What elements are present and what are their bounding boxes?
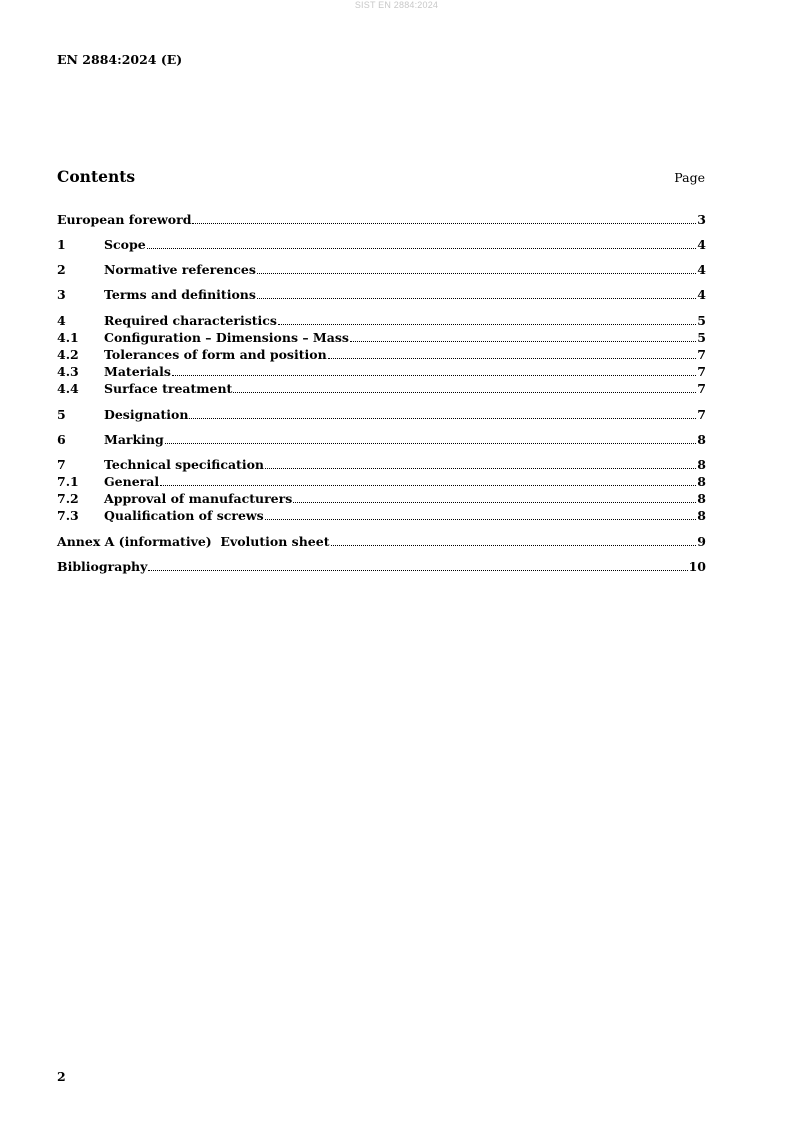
toc-entry-normative-references[interactable] — [57, 262, 706, 278]
toc-entry-number: 7.1 — [57, 474, 79, 489]
toc-entry-page: 7 — [697, 407, 706, 422]
toc-entry-required-characteristics[interactable] — [57, 313, 706, 329]
toc-entry-page: 9 — [697, 534, 706, 549]
toc-entry-page: 3 — [697, 212, 706, 227]
toc-entry-page: 8 — [697, 508, 706, 523]
toc-leader-dots — [257, 273, 696, 274]
toc-entry-title: Tolerances of form and position — [104, 347, 327, 362]
toc-entry-title: Designation — [104, 407, 189, 422]
toc-entry-page: 5 — [697, 313, 706, 328]
toc-entry-page: 8 — [697, 474, 706, 489]
toc-entry-page: 7 — [697, 364, 706, 379]
toc-entry-page: 4 — [697, 262, 706, 277]
toc-entry-page: 8 — [697, 457, 706, 472]
toc-entry-number: 4.1 — [57, 330, 79, 345]
page-number: 2 — [57, 1069, 66, 1084]
toc-entry-marking[interactable] — [57, 432, 706, 448]
toc-leader-dots — [148, 570, 687, 571]
toc-entry-title: European foreword — [57, 212, 192, 227]
toc-entry-bibliography[interactable] — [57, 559, 706, 575]
toc-entry-title: Configuration – Dimensions – Mass — [104, 330, 349, 345]
toc-entry-title: Surface treatment — [104, 381, 233, 396]
toc-entry-page: 7 — [697, 347, 706, 362]
toc-entry-page: 10 — [688, 559, 706, 574]
toc-leader-dots — [278, 324, 696, 325]
toc-entry-scope[interactable] — [57, 237, 706, 253]
toc-entry-qualification-of-screws[interactable] — [57, 508, 706, 524]
toc-leader-dots — [160, 485, 696, 486]
toc-entry-number: 4.3 — [57, 364, 79, 379]
document-identifier: EN 2884:2024 (E) — [57, 52, 183, 67]
watermark: SIST EN 2884:2024 — [354, 0, 439, 10]
toc-entry-title: Marking — [104, 432, 164, 447]
toc-entry-page: 4 — [697, 237, 706, 252]
toc-leader-dots — [265, 519, 697, 520]
toc-leader-dots — [328, 358, 697, 359]
toc-entry-number: 2 — [57, 262, 66, 277]
toc-leader-dots — [257, 298, 696, 299]
toc-leader-dots — [192, 223, 696, 224]
toc-entry-tolerances-of-form-and-position[interactable] — [57, 347, 706, 363]
toc-entry-page: 8 — [697, 432, 706, 447]
toc-leader-dots — [331, 545, 697, 546]
toc-entry-title: Approval of manufacturers — [104, 491, 293, 506]
toc-entry-surface-treatment[interactable] — [57, 381, 706, 397]
toc-entry-page: 4 — [697, 287, 706, 302]
toc-entry-annex-a[interactable] — [57, 534, 706, 550]
toc-entry-number: 7.3 — [57, 508, 79, 523]
toc-leader-dots — [189, 418, 696, 419]
toc-entry-title: Annex A (informative) Evolution sheet — [57, 534, 330, 549]
toc-entry-title: Normative references — [104, 262, 256, 277]
toc-entry-page: 5 — [697, 330, 706, 345]
toc-entry-number: 4.4 — [57, 381, 79, 396]
toc-entry-title: Required characteristics — [104, 313, 277, 328]
toc-entry-european-foreword[interactable] — [57, 212, 706, 228]
toc-leader-dots — [265, 468, 696, 469]
toc-leader-dots — [147, 248, 697, 249]
toc-entry-number: 4 — [57, 313, 66, 328]
contents-heading: Contents — [57, 167, 136, 186]
toc-entry-page: 7 — [697, 381, 706, 396]
toc-entry-technical-specification[interactable] — [57, 457, 706, 473]
toc-entry-configuration-dimensions-mass[interactable] — [57, 330, 706, 346]
toc-entry-number: 4.2 — [57, 347, 79, 362]
toc-entry-number: 7 — [57, 457, 66, 472]
toc-leader-dots — [172, 375, 696, 376]
toc-entry-number: 7.2 — [57, 491, 79, 506]
toc-entry-materials[interactable] — [57, 364, 706, 380]
toc-entry-designation[interactable] — [57, 407, 706, 423]
toc-leader-dots — [350, 341, 696, 342]
toc-entry-title: Scope — [104, 237, 146, 252]
toc-entry-title: Technical specification — [104, 457, 265, 472]
toc-entry-general[interactable] — [57, 474, 706, 490]
toc-entry-title: Materials — [104, 364, 171, 379]
toc-entry-title: Terms and definitions — [104, 287, 256, 302]
toc-entry-number: 1 — [57, 237, 66, 252]
toc-leader-dots — [233, 392, 696, 393]
toc-entry-terms-and-definitions[interactable] — [57, 287, 706, 303]
toc-entry-title: Bibliography — [57, 559, 148, 574]
toc-entry-number: 5 — [57, 407, 66, 422]
toc-entry-approval-of-manufacturers[interactable] — [57, 491, 706, 507]
toc-entry-page: 8 — [697, 491, 706, 506]
toc-entry-title: General — [104, 474, 160, 489]
toc-leader-dots — [293, 502, 696, 503]
toc-entry-title: Qualification of screws — [104, 508, 264, 523]
toc-leader-dots — [165, 443, 697, 444]
page-column-label: Page — [674, 170, 705, 185]
toc-entry-number: 6 — [57, 432, 66, 447]
toc-entry-number: 3 — [57, 287, 66, 302]
